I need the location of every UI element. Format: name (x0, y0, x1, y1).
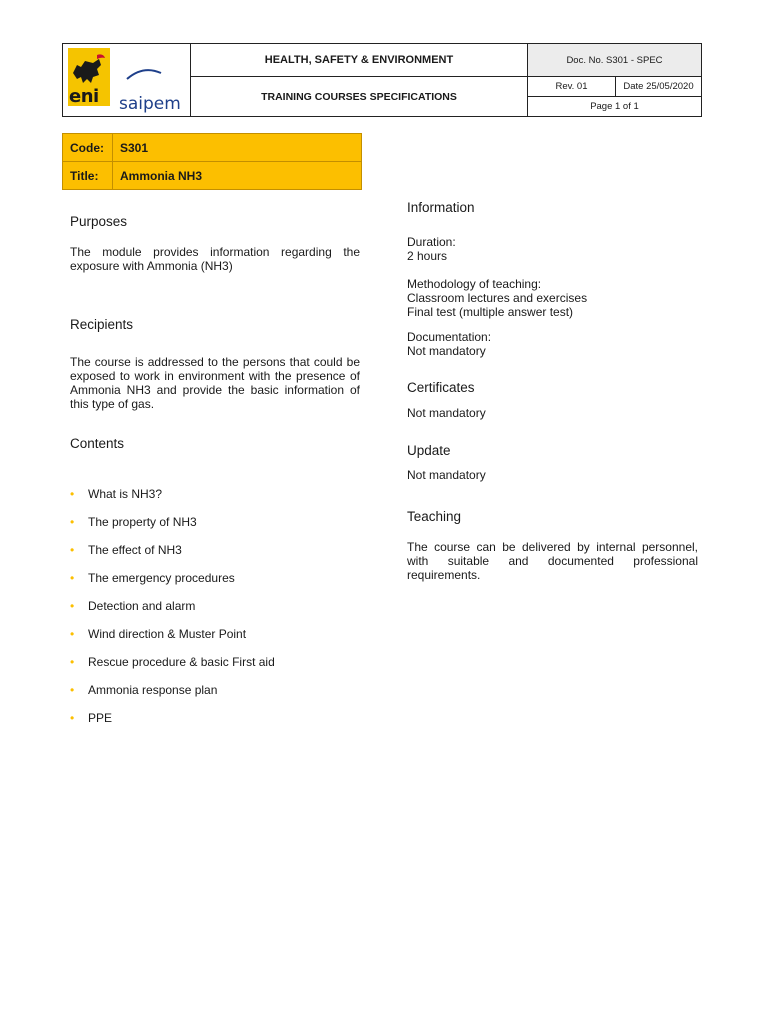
bullet-icon: • (70, 599, 75, 613)
page-number: Page 1 of 1 (527, 97, 701, 116)
purposes-heading: Purposes (70, 214, 128, 229)
list-item (70, 654, 275, 682)
section-title: HEALTH, SAFETY & ENVIRONMENT (191, 44, 527, 77)
course-id-box (62, 133, 362, 190)
doc-number: Doc. No. S301 - SPEC (527, 44, 701, 77)
methodology-line-1: Classroom lectures and exercises (407, 291, 588, 305)
list-item-text: Wind direction & Muster Point (88, 627, 247, 641)
list-item-text: The effect of NH3 (88, 543, 182, 557)
code-row (63, 134, 361, 161)
list-item (70, 514, 275, 542)
list-item (70, 486, 275, 514)
list-item (70, 542, 275, 570)
bullet-icon: • (70, 571, 75, 585)
document-date: Date 25/05/2020 (615, 77, 701, 97)
list-item-text: Ammonia response plan (88, 683, 218, 697)
list-item-text: The emergency procedures (88, 571, 235, 585)
teaching-heading: Teaching (407, 509, 462, 524)
bullet-icon: • (70, 683, 75, 697)
update-value: Not mandatory (407, 468, 486, 482)
contents-list (70, 486, 275, 738)
list-item-text: Rescue procedure & basic First aid (88, 655, 275, 669)
title-value: Ammonia NH3 (120, 168, 203, 183)
title-label: Title: (63, 162, 113, 189)
revision: Rev. 01 (527, 77, 615, 97)
duration-value: 2 hours (407, 249, 448, 263)
duration-label: Duration: (407, 235, 456, 249)
code-value: S301 (120, 140, 149, 155)
code-label: Code: (63, 134, 113, 161)
methodology-label: Methodology of teaching: (407, 277, 542, 291)
documentation-value: Not mandatory (407, 344, 486, 358)
saipem-wordmark: saipem (119, 94, 181, 114)
logo-area (63, 44, 191, 116)
recipients-text: The course is addressed to the persons that could be exposed to work in environment with the presence of Ammonia NH3 and provide the basic information of this type of gas. (70, 355, 360, 411)
title-row (63, 161, 361, 189)
purposes-text: The module provides information regarding the exposure with Ammonia (NH3) (70, 245, 360, 273)
document-header (62, 43, 702, 117)
certificates-heading: Certificates (407, 380, 475, 395)
list-item-text: Detection and alarm (88, 599, 196, 613)
list-item (70, 570, 275, 598)
list-item-text: The property of NH3 (88, 515, 197, 529)
eni-wordmark: eni (69, 86, 99, 107)
bullet-icon: • (70, 487, 75, 501)
bullet-icon: • (70, 515, 75, 529)
update-heading: Update (407, 443, 451, 458)
recipients-heading: Recipients (70, 317, 134, 332)
bullet-icon: • (70, 655, 75, 669)
list-item (70, 710, 275, 738)
list-item (70, 682, 275, 710)
contents-heading: Contents (70, 436, 125, 451)
methodology-line-2: Final test (multiple answer test) (407, 305, 574, 319)
list-item (70, 598, 275, 626)
list-item-text: What is NH3? (88, 487, 163, 501)
bullet-icon: • (70, 627, 75, 641)
document-subtitle: TRAINING COURSES SPECIFICATIONS (261, 90, 457, 103)
list-item-text: PPE (88, 711, 113, 725)
information-heading: Information (407, 200, 475, 215)
bullet-icon: • (70, 711, 75, 725)
list-item (70, 626, 275, 654)
certificates-value: Not mandatory (407, 406, 486, 420)
teaching-text: The course can be delivered by internal personnel, with suitable and documented professional requirements. (407, 540, 698, 582)
bullet-icon: • (70, 543, 75, 557)
documentation-label: Documentation: (407, 330, 492, 344)
